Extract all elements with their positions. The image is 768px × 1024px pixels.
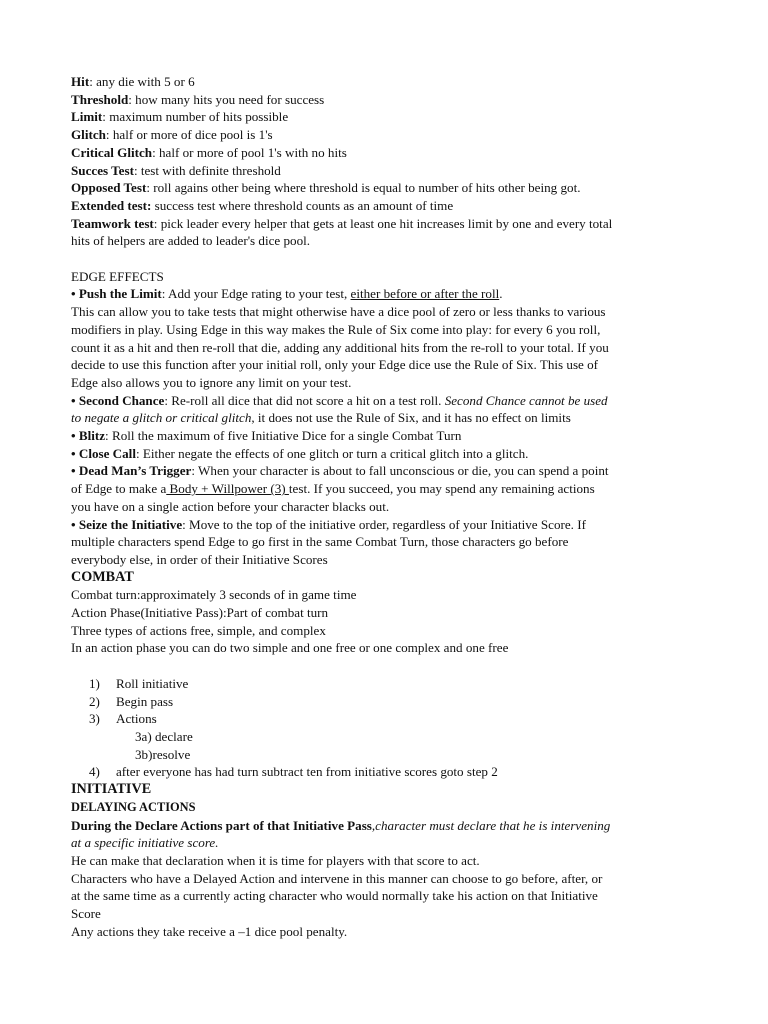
- second-chance-cont: to negate a glitch or critical glitch, it does not use the Rule of Six, and it has no effect on limits: [71, 410, 571, 426]
- sub-list-item: 3b)resolve: [135, 746, 191, 762]
- initiative-heading: INITIATIVE: [71, 781, 152, 798]
- def-threshold: Threshold: how many hits you need for success: [71, 91, 325, 107]
- def-hit: Hit: any die with 5 or 6: [71, 74, 195, 89]
- def-limit: Limit: maximum number of hits possible: [71, 109, 289, 125]
- delay-line: Characters who have a Delayed Action and intervene in this manner can choose to go before, after, or: [71, 870, 603, 886]
- push-para-line: count it as a hit and then re-roll that die, adding any additional hits from the re-roll to your total. If you: [71, 339, 609, 355]
- list-item: 4) after everyone has had turn subtract ten from initiative scores goto step 2: [89, 764, 498, 780]
- document-body: [71, 73, 701, 940]
- list-item: 3) Actions: [89, 711, 157, 727]
- blitz: • Blitz: Roll the maximum of five Initiative Dice for a single Combat Turn: [71, 428, 462, 444]
- push-para-line: This can allow you to take tests that might otherwise have a dice pool of zero or less thanks to various: [71, 304, 606, 320]
- def-succes-test: Succes Test: test with definite threshold: [71, 162, 281, 178]
- push-para-line: decide to use this function after your initial roll, only your Edge dice use the Rule of Six. This use of: [71, 357, 599, 373]
- combat-line: Combat turn:approximately 3 seconds of in game time: [71, 587, 357, 603]
- delay-line: He can make that declaration when it is time for players with that score to act.: [71, 852, 480, 868]
- list-item: 1) Roll initiative: [89, 675, 189, 691]
- edge-effects-heading: EDGE EFFECTS: [71, 268, 164, 284]
- dead-mans-trigger-cont: you have on a single action before your character blacks out.: [71, 498, 390, 514]
- list-item: 2) Begin pass: [89, 693, 174, 709]
- delay-line: at a specific initiative score.: [71, 835, 219, 851]
- second-chance: • Second Chance: Re-roll all dice that did not score a hit on a test roll. Second Chance cannot be used: [71, 392, 608, 408]
- combat-line: Action Phase(Initiative Pass):Part of combat turn: [71, 605, 329, 621]
- def-critical-glitch: Critical Glitch: half or more of pool 1's with no hits: [71, 144, 347, 160]
- spacer: [71, 657, 701, 675]
- push-the-limit: • Push the Limit: Add your Edge rating to your test, either before or after the roll.: [71, 286, 503, 302]
- seize-the-initiative: • Seize the Initiative: Move to the top of the initiative order, regardless of your Initiative Score. If: [71, 516, 586, 532]
- seize-cont: everybody else, in order of their Initiative Scores: [71, 551, 328, 567]
- sub-list-item: 3a) declare: [135, 728, 193, 744]
- delay-line: at the same time as a currently acting character who would normally take his action on that Initiative: [71, 888, 598, 904]
- def-opposed-test: Opposed Test: roll agains other being where threshold is equal to number of hits other being got.: [71, 180, 581, 196]
- spacer: [71, 250, 701, 268]
- delay-line: During the Declare Actions part of that Initiative Pass,character must declare that he is intervening: [71, 817, 611, 833]
- def-extended-test: Extended test: success test where threshold counts as an amount of time: [71, 197, 454, 213]
- delay-line: Any actions they take receive a –1 dice pool penalty.: [71, 923, 348, 939]
- combat-line: Three types of actions free, simple, and complex: [71, 622, 326, 638]
- def-teamwork-cont: hits of helpers are added to leader's dice pool.: [71, 233, 311, 249]
- def-glitch: Glitch: half or more of dice pool is 1's: [71, 127, 273, 143]
- push-para-line: modifiers in play. Using Edge in this way makes the Rule of Six come into play: for every 6 you roll,: [71, 321, 601, 337]
- push-para-line: Edge also allows you to ignore any limit on your test.: [71, 374, 352, 390]
- delaying-actions-heading: DELAYING ACTIONS: [71, 799, 196, 814]
- combat-line: In an action phase you can do two simple and one free or one complex and one free: [71, 640, 509, 656]
- seize-cont: multiple characters spend Edge to go first in the same Combat Turn, those characters go before: [71, 534, 569, 550]
- combat-steps-list: [71, 675, 701, 781]
- dead-mans-trigger: • Dead Man’s Trigger: When your character is about to fall unconscious or die, you can spend a point: [71, 463, 609, 479]
- dead-mans-trigger-cont: of Edge to make a Body + Willpower (3) test. If you succeed, you may spend any remaining actions: [71, 481, 595, 497]
- combat-heading: COMBAT: [71, 568, 134, 585]
- delay-line: Score: [71, 906, 101, 922]
- close-call: • Close Call: Either negate the effects of one glitch or turn a critical glitch into a glitch.: [71, 445, 529, 461]
- def-teamwork-test: Teamwork test: pick leader every helper that gets at least one hit increases limit by one and every total: [71, 215, 613, 231]
